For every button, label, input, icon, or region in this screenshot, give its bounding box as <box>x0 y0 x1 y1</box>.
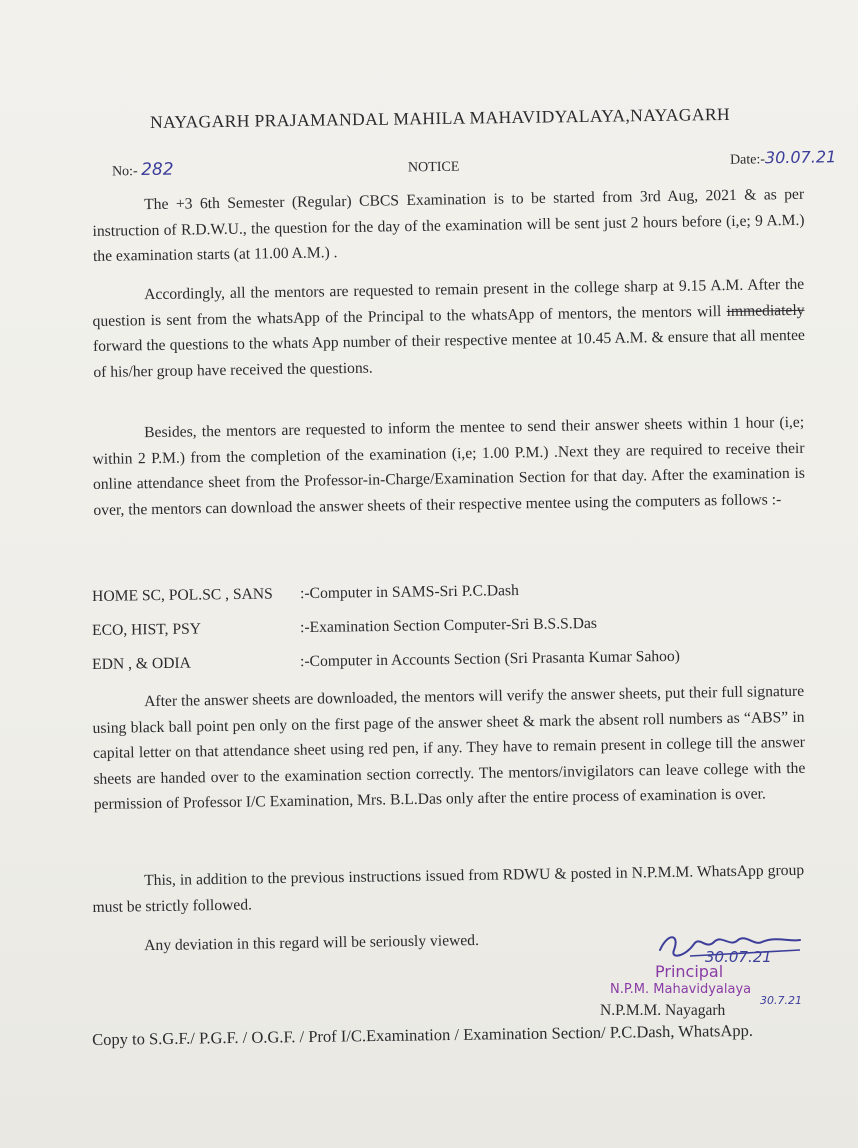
institution-header: NAYAGARH PRAJAMANDAL MAHILA MAHAVIDYALAYA,NAYAGARH <box>149 103 731 132</box>
stamp-date: 30.7.21 <box>760 994 802 1007</box>
assignment-subjects: ECO, HIST, PSY <box>92 620 202 639</box>
assignment-row-2 <box>92 615 597 640</box>
principal-typed-line: N.P.M.M. Nayagarh <box>600 1002 726 1019</box>
assignment-row-3 <box>92 648 680 674</box>
assignment-subjects: EDN , & ODIA <box>92 654 191 673</box>
paragraph-6: Any deviation in this regard will be seriously viewed. <box>144 931 480 955</box>
copy-to: Copy to S.G.F./ P.G.F. / O.G.F. / Prof I/C.Examination / Examination Section/ P.C.Dash, WhatsApp. <box>92 1020 754 1049</box>
paragraph-1: The +3 6th Semester (Regular) CBCS Examination is to be started from 3rd Aug, 2021 & as per instruction of R.D.W.U., the question for the day of the examination will be sent just 2 hours before (i,e; 9 A.M.) the examination starts (at 11.00 A.M.) . <box>92 185 805 265</box>
principal-stamp-line: N.P.M. Mahavidyalaya <box>610 982 752 997</box>
assignment-subjects: HOME SC, POL.SC , SANS <box>92 585 273 605</box>
assignment-computer: :-Examination Section Computer-Sri B.S.S.Das <box>299 614 598 637</box>
paragraph-3: Besides, the mentors are requested to inform the mentee to send their answer sheets within 1 hour (i,e; within 2 P.M.) from the completion of the examination (i,e; 1.00 P.M.) .Next they are required to receive their online attendance sheet from the Professor-in-Charge/Examination Section for that day. After the examination is over, the mentors can download the answer sheets of their respective mentee using the computers as follows :- <box>92 413 806 519</box>
notice-number-label: No:- <box>111 164 138 180</box>
paragraph-4: After the answer sheets are downloaded, the mentors will verify the answer sheets, put their full signature using black ball point pen only on the first page of the answer sheet & mark the absent roll numbers as “ABS” in capital letter on that attendance sheet using red pen, if any. They have to remain present in college till the answer sheets are handed over to the examination section correctly. The mentors/invigilators can leave college with the permission of Professor I/C Examination, Mrs. B.L.Das only after the entire process of examination is over. <box>92 682 806 813</box>
principal-stamp-title: Principal <box>655 962 724 981</box>
notice-date-label: Date:- <box>729 152 766 168</box>
assignment-computer: :-Computer in Accounts Section (Sri Prasanta Kumar Sahoo) <box>299 647 681 671</box>
notice-date <box>730 147 837 168</box>
signature-block <box>600 920 820 1030</box>
signature-date: 30.07.21 <box>705 948 772 966</box>
paragraph-5: This, in addition to the previous instructions issued from RDWU & posted in N.P.M.M. WhatsApp group must be strictly followed. <box>92 861 805 916</box>
notice-number <box>112 160 174 181</box>
notice-number-value: 282 <box>141 159 174 181</box>
paragraph-2: Accordingly, all the mentors are requested to remain present in the college sharp at 9.15 A.M. After the question is sent from the whatsApp of the Principal to the whatsApp of mentors, the mentors will immediately forward the questions to the whats App number of their respective mentee at 10.45 A.M. & ensure that all mentee of his/her group have received the questions. <box>92 275 806 381</box>
struck-word: immediately <box>726 301 805 320</box>
notice-date-value: 30.07.21 <box>764 147 837 168</box>
notice-title: NOTICE <box>407 159 460 176</box>
assignment-computer: :-Computer in SAMS-Sri P.C.Dash <box>299 582 519 603</box>
assignment-row-1 <box>92 582 519 606</box>
